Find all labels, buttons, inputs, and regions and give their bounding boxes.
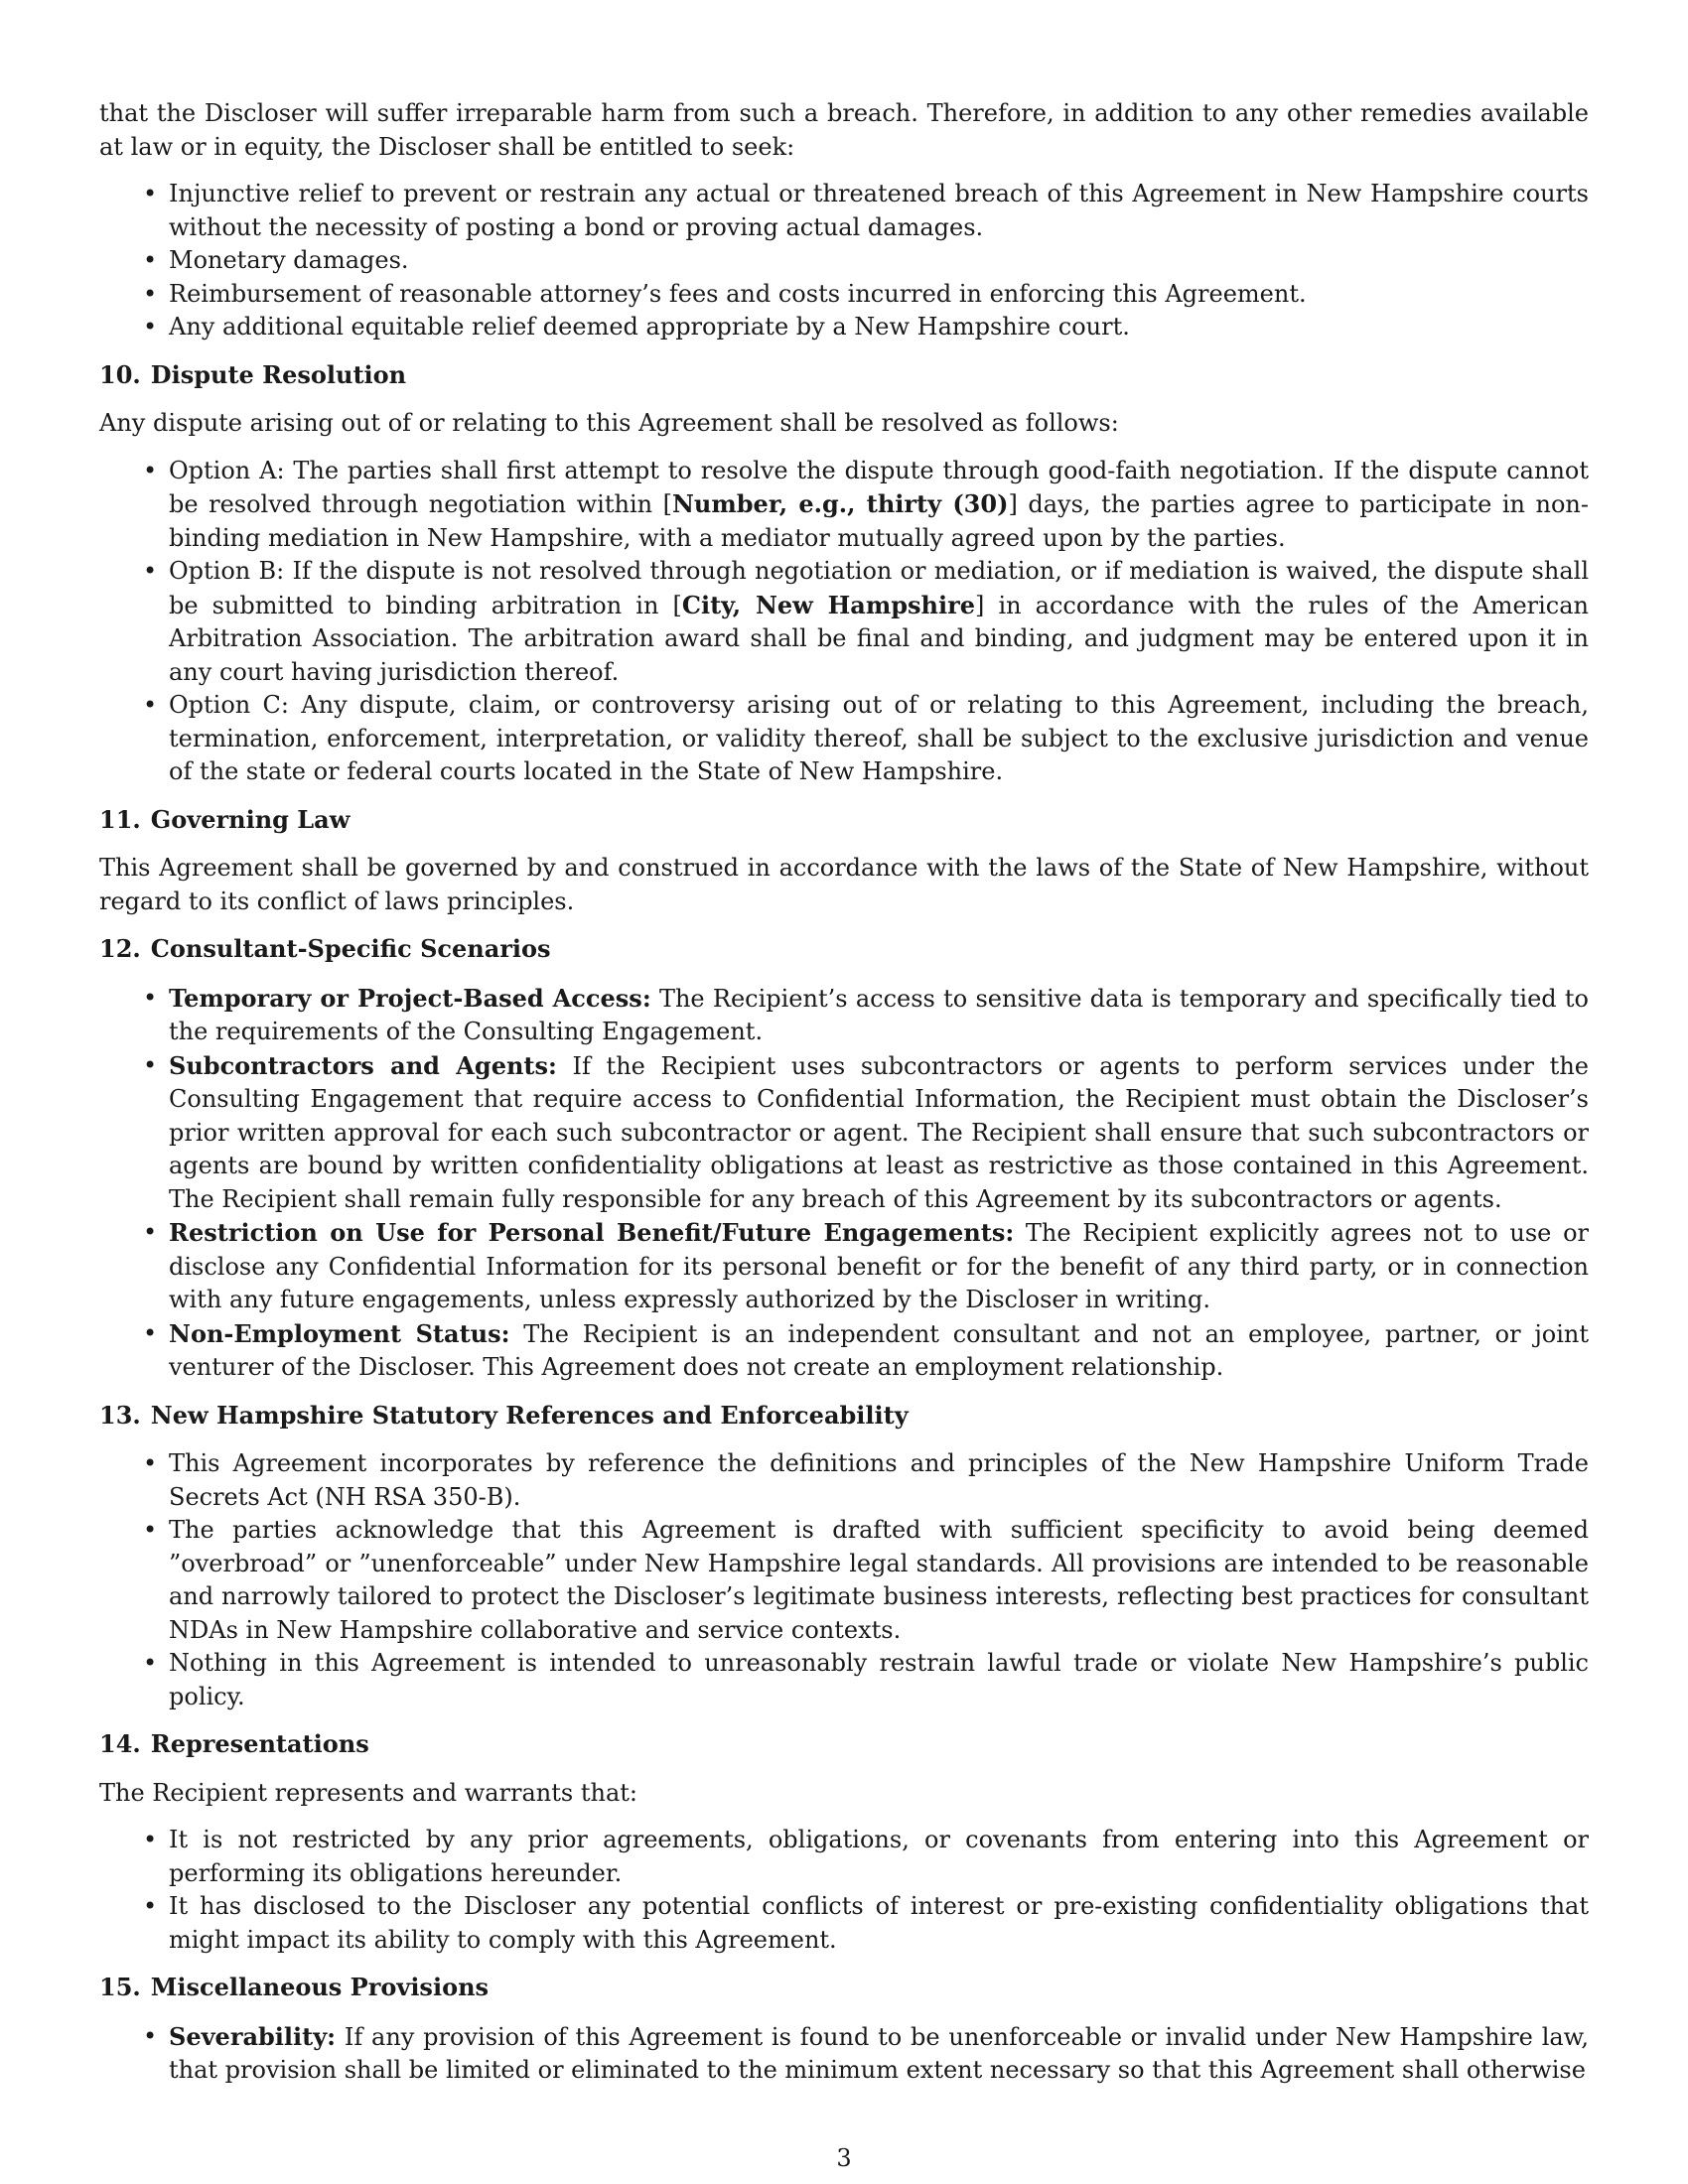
list-item: • The parties acknowledge that this Agreement is drafted with sufficient specificity to avoid being deemed ”overbroad” or ”unenforceable” under New Hampshire legal standards. All provisions are intended to be reasonable and narrowly tailored to protect the Discloser’s legitimate business interests, reflecting best practices for consultant NDAs in New Hampshire collaborative and service contexts. xyxy=(169,1514,1589,1647)
list-item: • Restriction on Use for Personal Benefit/Future Engagements: The Recipient explicitly agrees not to use or disclose any Confidential Information for its personal benefit or for the benefit of any third party, or in connection with any future engagements, unless expressly authorized by the Discloser in writing. xyxy=(169,1216,1589,1317)
remedies-list xyxy=(99,178,1589,344)
list-item: • Any additional equitable relief deemed appropriate by a New Hampshire court. xyxy=(169,311,1589,344)
section-heading-13: 13. New Hampshire Statutory References and Enforceability xyxy=(99,1400,909,1430)
list-item: • Nothing in this Agreement is intended to unreasonably restrain lawful trade or violate New Hampshire’s public policy. xyxy=(169,1647,1589,1713)
list-item: • Monetary damages. xyxy=(169,244,1589,278)
list-item: • Reimbursement of reasonable attorney’s fees and costs incurred in enforcing this Agreement. xyxy=(169,278,1589,312)
list-item: • Temporary or Project-Based Access: The Recipient’s access to sensitive data is temporary and specifically tied to the requirements of the Consulting Engagement. xyxy=(169,982,1589,1049)
list-item: • Subcontractors and Agents: If the Recipient uses subcontractors or agents to perform services under the Consulting Engagement that require access to Confidential Information, the Recipient must obtain the Discloser’s prior written approval for each such subcontractor or agent. The Recipient shall ensure that such subcontractors or agents are bound by written confidentiality obligations at least as restrictive as those contained in this Agreement. The Recipient shall remain fully responsible for any breach of this Agreement by its subcontractors or agents. xyxy=(169,1049,1589,1217)
option-a: • Option A: The parties shall first attempt to resolve the dispute through good-faith negotiation. If the dispute cannot be resolved through negotiation within [Number, e.g., thirty (30)] days, the parties agree to participate in non-binding mediation in New Hampshire, with a mediator mutually agreed upon by the parties. xyxy=(169,455,1589,556)
intro-paragraph: that the Discloser will suffer irreparable harm from such a breach. Therefore, in addition to any other remedies available at law or in equity, the Discloser shall be entitled to seek: xyxy=(99,99,1589,161)
option-b: • Option B: If the dispute is not resolved through negotiation or mediation, or if mediation is waived, the dispute shall be submitted to binding arbitration in [City, New Hampshire] in accordance with the rules of the American Arbitration Association. The arbitration award shall be final and binding, and judgment may be entered upon it in any court having jurisdiction thereof. xyxy=(169,555,1589,689)
dispute-options-list xyxy=(99,455,1589,789)
consultant-scenarios-list xyxy=(99,982,1589,1385)
list-item: • It has disclosed to the Discloser any potential conflicts of interest or pre-existing confidentiality obligations that might impact its ability to comply with this Agreement. xyxy=(169,1890,1589,1957)
list-item: • Non-Employment Status: The Recipient is an independent consultant and not an employee, partner, or joint venturer of the Discloser. This Agreement does not create an employment relationship. xyxy=(169,1317,1589,1385)
document-page xyxy=(99,97,1589,2102)
representations-list xyxy=(99,1824,1589,1957)
section-heading-14: 14. Representations xyxy=(99,1729,369,1758)
section-heading-12: 12. Consultant-Specific Scenarios xyxy=(99,934,551,963)
section-heading-10: 10. Dispute Resolution xyxy=(99,359,407,389)
misc-provisions-list xyxy=(99,2020,1589,2088)
page-number: 3 xyxy=(836,2144,852,2172)
section-heading-11: 11. Governing Law xyxy=(99,804,351,834)
option-c: • Option C: Any dispute, claim, or controversy arising out of or relating to this Agreement, including the breach, termination, enforcement, interpretation, or validity thereof, shall be subject to the exclusive jurisdiction and venue of the state or federal courts located in the State of New Hampshire. xyxy=(169,689,1589,789)
list-item: • Injunctive relief to prevent or restrain any actual or threatened breach of this Agreement in New Hampshire courts without the necessity of posting a bond or proving actual damages. xyxy=(169,178,1589,244)
section-10-text: Any dispute arising out of or relating to this Agreement shall be resolved as follows: xyxy=(99,409,1119,437)
list-item: • Severability: If any provision of this Agreement is found to be unenforceable or invalid under New Hampshire law, that provision shall be limited or eliminated to the minimum extent necessary so that this Agreement shall otherwise xyxy=(169,2020,1589,2088)
section-11-text: This Agreement shall be governed by and construed in accordance with the laws of the State of New Hampshire, without regard to its conflict of laws principles. xyxy=(99,854,1589,915)
section-14-text: The Recipient represents and warrants that: xyxy=(99,1778,637,1807)
section-heading-15: 15. Miscellaneous Provisions xyxy=(99,1973,490,2001)
list-item: • This Agreement incorporates by reference the definitions and principles of the New Hampshire Uniform Trade Secrets Act (NH RSA 350-B). xyxy=(169,1447,1589,1514)
list-item: • It is not restricted by any prior agreements, obligations, or covenants from entering into this Agreement or performing its obligations hereunder. xyxy=(169,1824,1589,1890)
statutory-list xyxy=(99,1447,1589,1713)
